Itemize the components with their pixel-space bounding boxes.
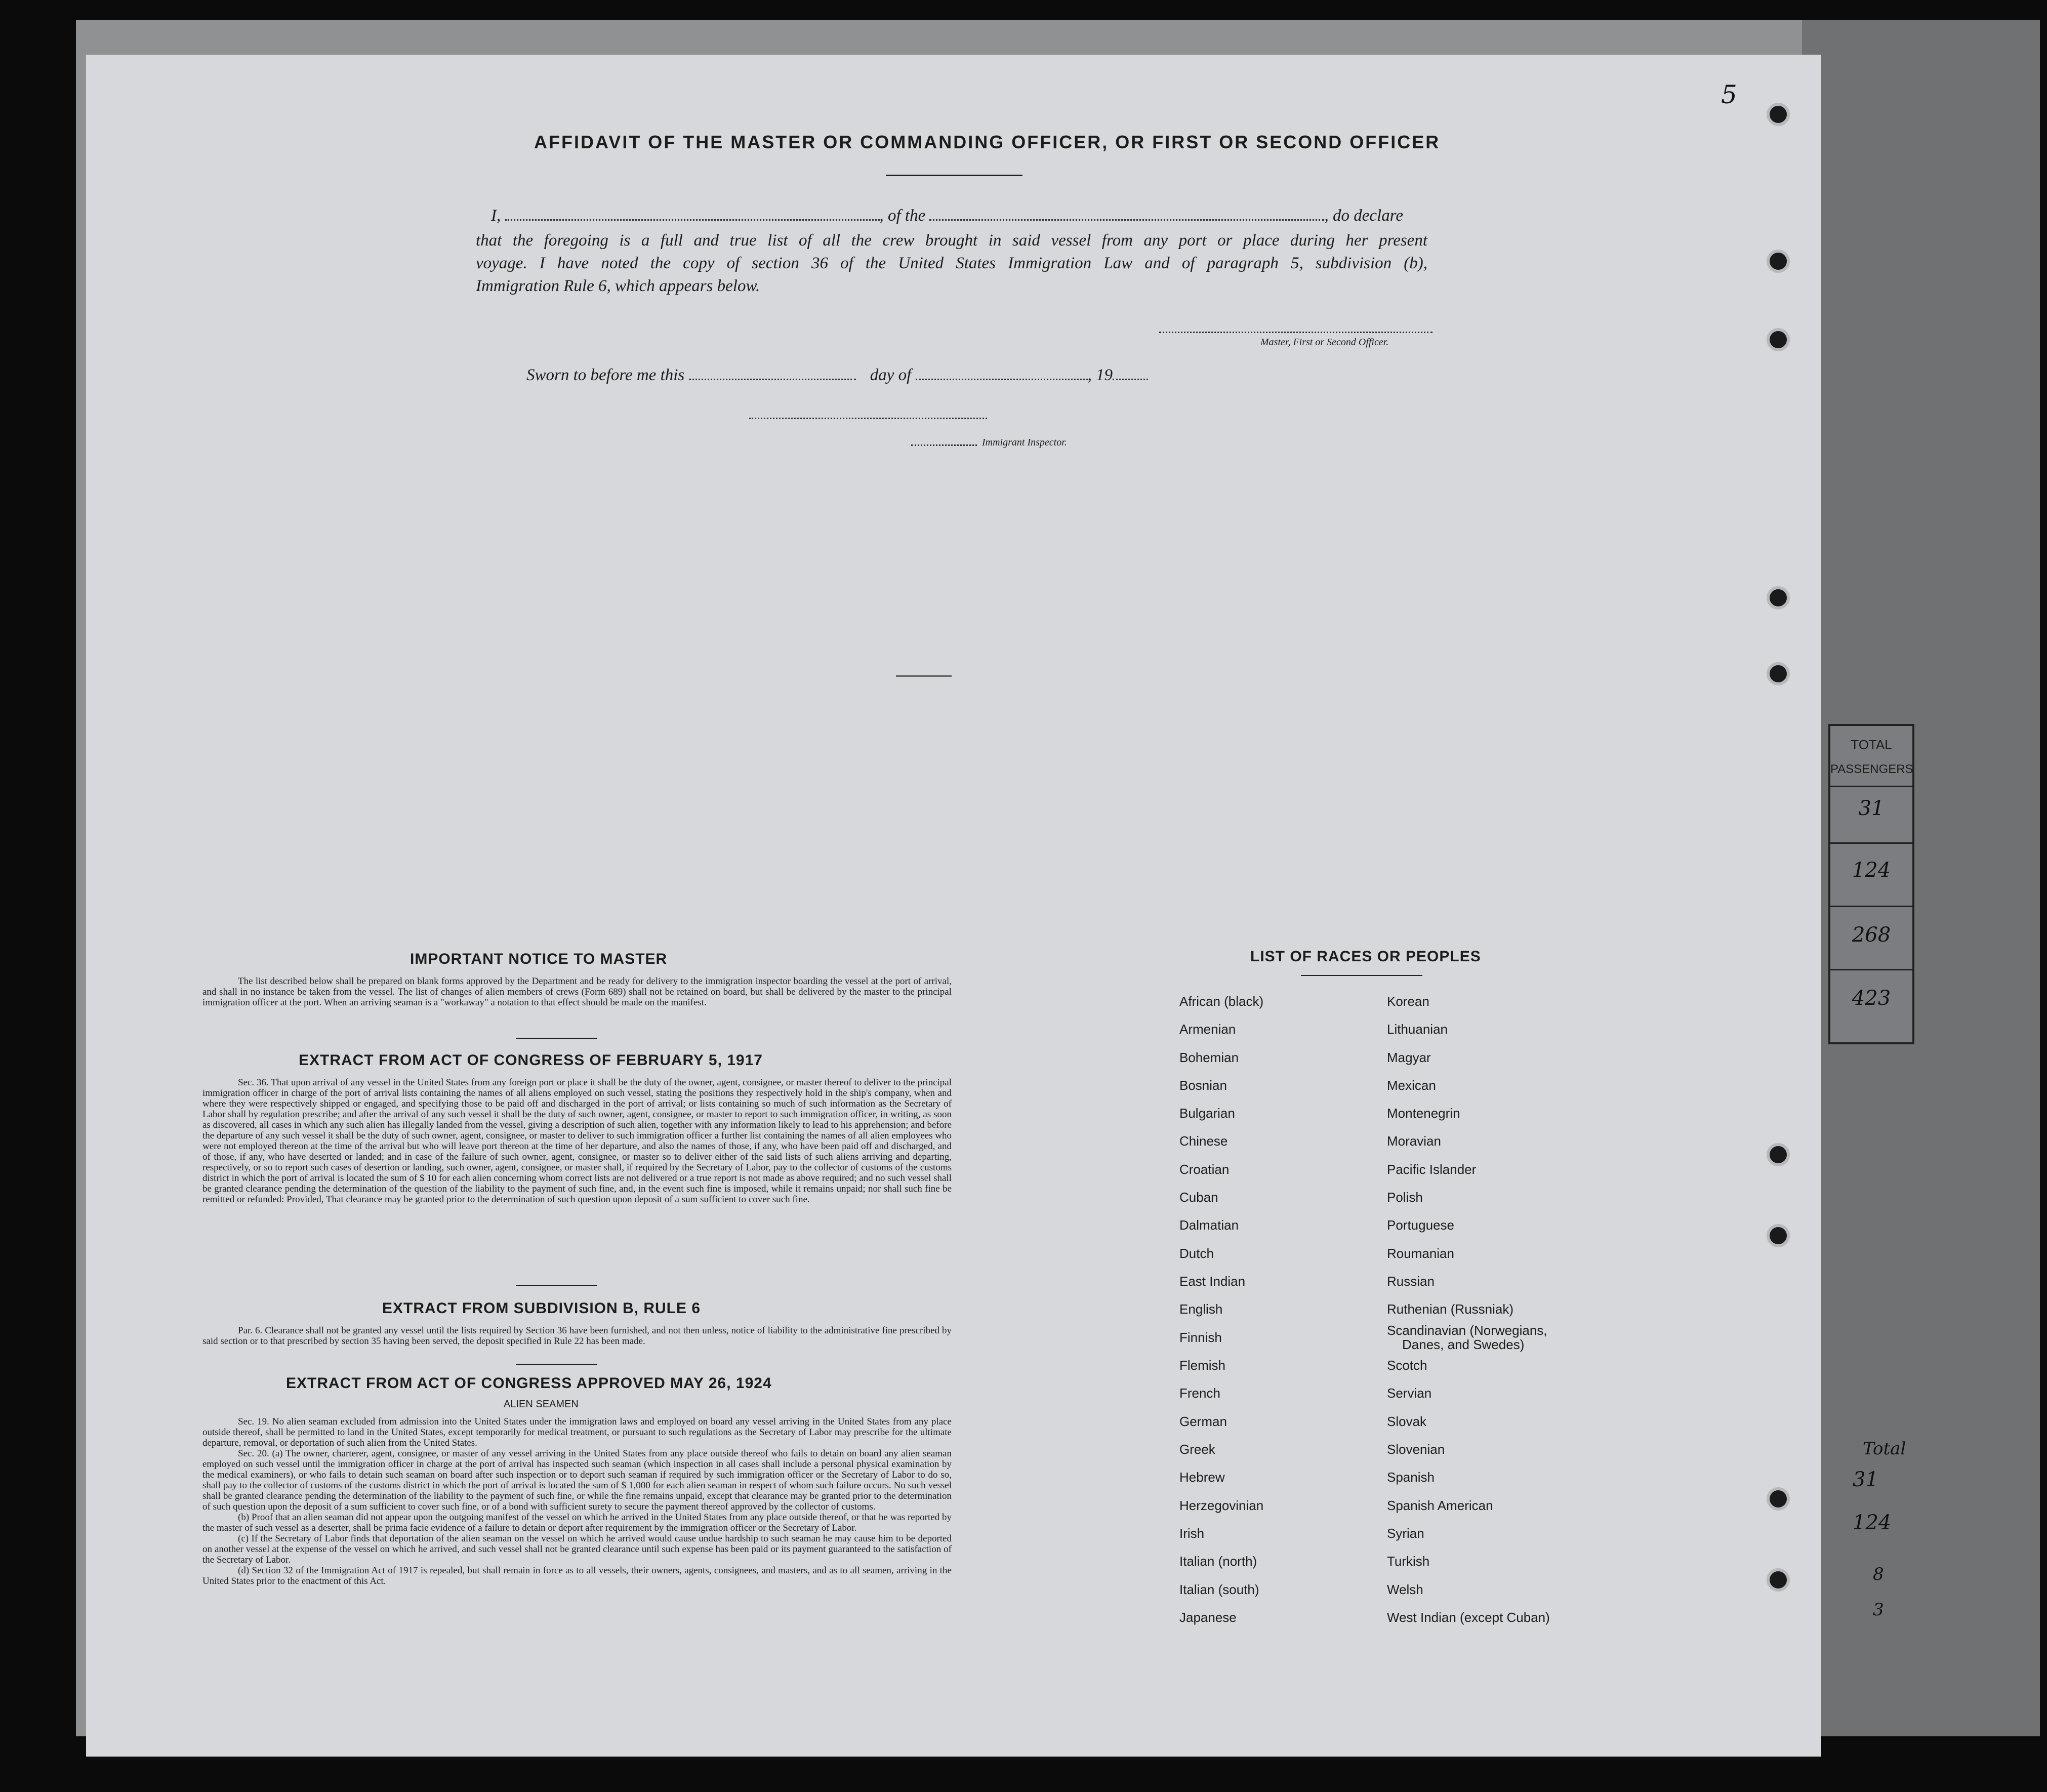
race-left-19: Irish (1179, 1526, 1205, 1541)
extract-1917-text (202, 1077, 952, 1205)
race-right-14: Servian (1387, 1386, 1432, 1401)
race-right-10: Russian (1387, 1274, 1435, 1289)
sec-20a-paragraph: Sec. 20. (a) The owner, charterer, agent, consignee, or master of any vessel arriving in the United States from any place outside thereof who fails to detain on board any alien seaman employed on such vessel until the immigration officer in charge at the port of arrival has inspected such seaman (which inspection in all cases shall include a personal physical examination by the medical examiners), or who fails to detain such seaman on board after such inspection or to deport such seaman if required by such immigration officer or the Secretary of Labor to do so, shall pay to the collector of customs of the customs district in which the port of arrival is located the sum of $ 1,000 for each alien seaman in respect of whom such failure occurs. No such vessel shall be granted clearance pending the determination of the liability to the payment of such fine, or while the fine remains unpaid, except that clearance may be granted prior to the determination of such question upon the deposit of a sum sufficient to cover such fine, or of a bond with sufficient surety to secure the payment thereof approved by the collector of customs. (202, 1448, 952, 1512)
race-right-18: Spanish American (1387, 1498, 1493, 1513)
notice-text (202, 976, 952, 1008)
race-right-16: Slovenian (1387, 1442, 1445, 1457)
sworn-line (526, 366, 1148, 385)
race-left-22: Japanese (1179, 1610, 1237, 1625)
divider (516, 1285, 597, 1286)
binder-hole-icon (1767, 103, 1790, 126)
inspector-dots (911, 444, 977, 446)
race-right-6: Pacific Islander (1387, 1162, 1477, 1177)
race-left-6: Croatian (1179, 1162, 1230, 1177)
race-right-2: Magyar (1387, 1050, 1431, 1065)
races-rule (1301, 975, 1422, 976)
body-line-2: voyage. I have noted the copy of section 36 of the United States Immigration Law and of paragraph 5, subdivision (b), (476, 254, 1427, 272)
sworn-month-field[interactable] (916, 379, 1088, 380)
binder-hole-icon (1767, 250, 1790, 273)
race-left-7: Cuban (1179, 1190, 1218, 1205)
race-left-11: English (1179, 1301, 1223, 1317)
race-left-4: Bulgarian (1179, 1106, 1235, 1121)
races-title: LIST OF RACES OR PEOPLES (1250, 948, 1481, 965)
inspector-signature-field[interactable] (749, 418, 987, 419)
race-right-11: Ruthenian (Russniak) (1387, 1301, 1514, 1317)
race-left-1: Armenian (1179, 1022, 1236, 1037)
sworn-label: Sworn to before me this (526, 366, 685, 384)
total-header: TOTAL (1851, 737, 1892, 752)
race-left-20: Italian (north) (1179, 1554, 1257, 1569)
race-right-17: Spanish (1387, 1470, 1435, 1485)
race-right-9: Roumanian (1387, 1246, 1454, 1261)
race-right-21: Welsh (1387, 1582, 1423, 1597)
race-right-3: Mexican (1387, 1078, 1436, 1093)
rule-6-text (202, 1325, 952, 1347)
i-label: I, (491, 207, 501, 225)
race-right-15: Slovak (1387, 1414, 1427, 1429)
race-left-15: German (1179, 1414, 1227, 1429)
center-mark (896, 675, 952, 677)
page-mark: 5 (1721, 80, 1737, 109)
notice-paragraph: The list described below shall be prepared on blank forms approved by the Department and be ready for delivery to the immigration inspector boarding the vessel at the port of arrival, and shall in no instance be taken from the vessel. The list of changes of alien members of crews (Form 689) shall not be retained on board, but shall be delivered by the master to the principal immigration officer at the port. When an arriving seaman is a "workaway" a notation to that effect should be made on the manifest. (202, 976, 952, 1008)
of-the-label: , of the (879, 207, 926, 225)
race-right-7: Polish (1387, 1190, 1423, 1205)
master-signature-field[interactable] (1159, 332, 1432, 333)
race-right-22: West Indian (except Cuban) (1387, 1610, 1550, 1625)
rule-6-title: EXTRACT FROM SUBDIVISION B, RULE 6 (382, 1300, 701, 1317)
binder-hole-icon (1767, 586, 1790, 609)
total-value-2: 124 (1852, 859, 1891, 882)
total-value-3: 268 (1852, 923, 1891, 947)
sec-20c-paragraph: (c) If the Secretary of Labor finds that deportation of the alien seaman on the vessel on which he arrived would cause undue hardship to such seaman he may cause him to be deported on another vessel at the expense of the vessel on which he arrived, and such vessel shall not be granted clearance until such expense has been paid or its payment guaranteed to the satisfaction of the Secretary of Labor. (202, 1533, 952, 1565)
day-of-label: day of (870, 366, 912, 384)
lower-total-4: 3 (1873, 1600, 1884, 1620)
race-left-14: French (1179, 1386, 1220, 1401)
race-left-0: African (black) (1179, 994, 1264, 1009)
race-right-19: Syrian (1387, 1526, 1424, 1541)
extract-1917-title: EXTRACT FROM ACT OF CONGRESS OF FEBRUARY 5, 1917 (299, 1052, 763, 1069)
divider (516, 1038, 597, 1039)
race-left-16: Greek (1179, 1442, 1215, 1457)
sec-20b-paragraph: (b) Proof that an alien seaman did not appear upon the outgoing manifest of the vessel on which he arrived in the United States from any place outside thereof, or that he was reported by the master of such vessel as a deserter, shall be prima facie evidence of a failure to detain or deport after requirement by the immigration officer or the Secretary of Labor. (202, 1512, 952, 1533)
body-line-3: Immigration Rule 6, which appears below. (476, 277, 760, 295)
alien-seamen-subtitle: ALIEN SEAMEN (504, 1399, 579, 1410)
race-left-9: Dutch (1179, 1246, 1214, 1261)
binder-hole-icon (1767, 1487, 1790, 1511)
race-left-12: Finnish (1179, 1330, 1222, 1345)
sec-36-paragraph: Sec. 36. That upon arrival of any vessel in the United States from any foreign port or place it shall be the duty of the owner, agent, consignee, or master thereof to deliver to the principal immigration officer in charge of the port of arrival lists containing the names of all aliens employed on such vessel, stating the positions they respectively hold in the ship's company, when and where they were respectively shipped or engaged, and specifying those to be paid off and discharged in the port of arrival; or lists containing so much of such information as the Secretary of Labor shall by regulation prescribe; and after the arrival of any such vessel it shall be the duty of such owner, agent, consignee, or master to report to such immigration officer, in writing, as soon as discovered, all cases in which any such alien has illegally landed from the vessel, giving a description of such alien, together with any information likely to lead to his apprehension; and before the departure of any such vessel it shall be the duty of such owner, agent, consignee, or master to deliver to such immigration officer a further list containing the names of all alien employees who were not employed thereon at the time of the arrival but who will leave port thereon at the time of her departure, and also the names of those, if any, who have been paid off and discharged, and of those, if any, who have deserted or landed; and in case of the failure of such owner, agent, consignee, or master so to deliver either of the said lists of such aliens arriving and departing, respectively, or so to report such cases of desertion or landing, such owner, agent, consignee, or master shall, if required by the Secretary of Labor, pay to the collector of customs of the customs district in which the port of arrival is located the sum of $ 10 for each alien concerning whom correct lists are not delivered or a true report is not made as above required; and no such vessel shall be granted clearance pending the determination of the question of the liability to the payment of such fine, and, in the event such fine is imposed, while it remains unpaid; nor shall such fine be remitted or refunded: Provided, That clearance may be granted prior to the determination of such question upon deposit of a sum sufficient to cover such fine. (202, 1077, 952, 1205)
race-left-3: Bosnian (1179, 1078, 1227, 1093)
race-left-2: Bohemian (1179, 1050, 1239, 1065)
extract-1924-title: EXTRACT FROM ACT OF CONGRESS APPROVED MAY 26, 1924 (286, 1375, 772, 1392)
passengers-header: PASSENGERS (1830, 762, 1913, 776)
extract-1924-text (202, 1416, 952, 1586)
race-left-10: East Indian (1179, 1274, 1246, 1289)
race-right-8: Portuguese (1387, 1217, 1454, 1233)
race-left-17: Hebrew (1179, 1470, 1225, 1485)
sec-19-paragraph: Sec. 19. No alien seaman excluded from admission into the United States under the immigration laws and employed on board any vessel arriving in the United States from any place outside thereof, shall be permitted to land in the United States, except temporarily for medical treatment, or pursuant to such regulations as the Secretary of Labor may prescribe for the ultimate departure, removal, or deportation of such alien from the United States. (202, 1416, 952, 1448)
name-field[interactable] (505, 219, 880, 221)
binder-hole-icon (1767, 328, 1790, 351)
do-declare-label: , do declare (1324, 207, 1403, 225)
lower-total-label: Total (1863, 1439, 1906, 1459)
race-right-12: Scandinavian (Norwegians, (1387, 1323, 1547, 1338)
inspector-label: Immigrant Inspector. (982, 437, 1067, 448)
race-left-21: Italian (south) (1179, 1582, 1259, 1597)
race-right-1: Lithuanian (1387, 1022, 1448, 1037)
divider (516, 1364, 597, 1365)
title-rule (886, 175, 1022, 176)
race-left-5: Chinese (1179, 1133, 1228, 1149)
lower-total-3: 8 (1873, 1564, 1884, 1584)
binder-hole-icon (1767, 1568, 1790, 1592)
year-prefix-label: , 19 (1087, 366, 1113, 384)
declaration-line (491, 207, 1403, 225)
lower-total-1: 31 (1853, 1468, 1878, 1491)
race-right-12-cont: Danes, and Swedes) (1402, 1337, 1525, 1352)
race-left-8: Dalmatian (1179, 1217, 1239, 1233)
binder-hole-icon (1767, 1224, 1790, 1247)
sworn-day-field[interactable] (689, 379, 856, 380)
lower-total-2: 124 (1853, 1511, 1892, 1534)
declaration-body (476, 229, 1427, 298)
total-value-4: 423 (1852, 987, 1891, 1010)
affidavit-title: AFFIDAVIT OF THE MASTER OR COMMANDING OFFICER, OR FIRST OR SECOND OFFICER (534, 132, 1441, 152)
race-right-20: Turkish (1387, 1554, 1430, 1569)
race-right-13: Scotch (1387, 1358, 1427, 1373)
vessel-field[interactable] (929, 219, 1324, 221)
total-passengers-box (1828, 724, 1914, 1044)
race-left-18: Herzegovinian (1179, 1498, 1264, 1513)
race-left-13: Flemish (1179, 1358, 1226, 1373)
race-right-4: Montenegrin (1387, 1106, 1460, 1121)
sec-20d-paragraph: (d) Section 32 of the Immigration Act of 1917 is repealed, but shall remain in force as to all vessels, their owners, agents, consignees, and masters, and as to all seamen, arriving in the United States prior to the enactment of this Act. (202, 1565, 952, 1586)
master-signature-label: Master, First or Second Officer. (1260, 337, 1389, 348)
affidavit-page (86, 55, 1821, 1757)
total-value-1: 31 (1858, 797, 1885, 820)
par-6-paragraph: Par. 6. Clearance shall not be granted any vessel until the lists required by Section 36 have been furnished, and not then unless, notice of liability to the administrative fine prescribed by said section or to that prescribed by section 35 having been served, the deposit specified in Rule 22 has been made. (202, 1325, 952, 1347)
body-line-1: that the foregoing is a full and true list of all the crew brought in said vessel from any port or place during her present (476, 231, 1427, 250)
race-right-0: Korean (1387, 994, 1429, 1009)
notice-title: IMPORTANT NOTICE TO MASTER (410, 951, 668, 967)
binder-hole-icon (1767, 662, 1790, 685)
binder-hole-icon (1767, 1143, 1790, 1166)
sworn-year-field[interactable] (1113, 379, 1148, 380)
race-right-5: Moravian (1387, 1133, 1441, 1149)
